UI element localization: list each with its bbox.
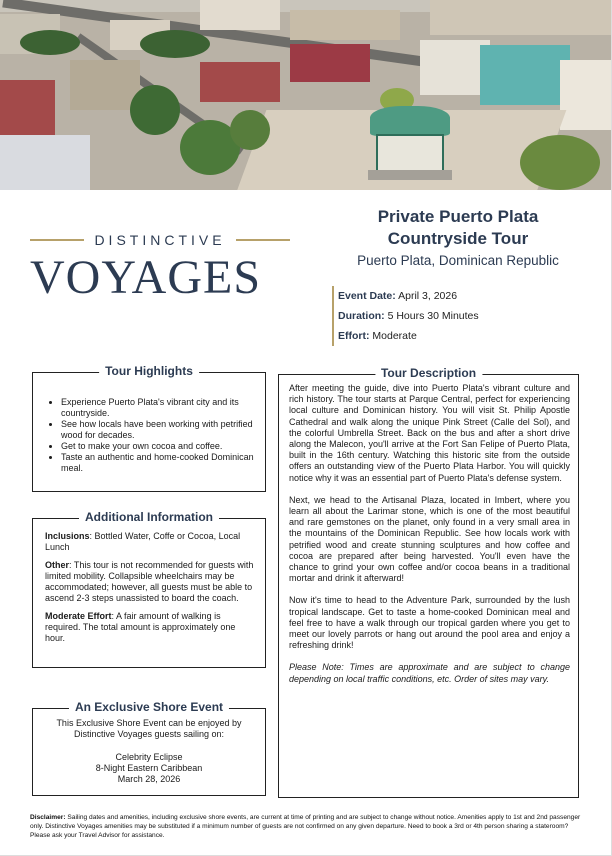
hero-tree	[20, 30, 80, 55]
hero-tree	[230, 110, 270, 150]
description-paragraph: Now it's time to head to the Adventure Park, surrounded by the lush tropical landscape. Get to taste a home-cooked Dominican meal and feel free to have a walk through our tropical garden where you get to meet our lovely parrots or hang out around the pool area and enjoy a refreshing drink!	[289, 595, 570, 651]
hero-photo	[0, 0, 612, 190]
sail-date: March 28, 2026	[117, 774, 181, 784]
page-title	[316, 206, 600, 250]
title-line-2: Countryside Tour	[387, 229, 529, 248]
event-date	[338, 286, 479, 306]
location: Puerto Plata, Dominican Republic	[357, 253, 559, 268]
duration-value: 5 Hours 30 Minutes	[387, 310, 479, 322]
inclusions	[45, 531, 255, 553]
hero-building	[0, 80, 55, 135]
description-note: Please Note: Times are approximate and are subject to change depending on local traffic conditions, etc. Order of sites may vary.	[289, 662, 570, 684]
description-box	[278, 366, 579, 798]
inclusions-label: Inclusions	[45, 531, 90, 541]
shore-intro: This Exclusive Shore Event can be enjoyed by Distinctive Voyages guests sailing on:	[56, 718, 242, 739]
hero-building	[200, 0, 280, 30]
list-item: • Experience Puerto Plata's vibrant city and its countryside.	[61, 397, 256, 419]
highlights-box	[32, 364, 266, 492]
hero-building	[0, 135, 90, 190]
moderate-effort-label: Moderate Effort	[45, 611, 112, 621]
hero-tree	[520, 135, 600, 190]
hero-building	[560, 60, 612, 130]
hero-building	[290, 44, 370, 82]
hero-building	[200, 62, 280, 102]
brand-logo	[30, 232, 290, 306]
highlights-list	[61, 397, 256, 474]
voyage-name: 8-Night Eastern Caribbean	[95, 763, 203, 773]
title-line-1: Private Puerto Plata	[377, 207, 539, 226]
event-duration	[338, 306, 479, 326]
ship-name: Celebrity Eclipse	[115, 752, 183, 762]
description-heading: Tour Description	[375, 366, 482, 380]
list-item: • Get to make your own cocoa and coffee.	[61, 441, 256, 452]
effort-info	[45, 611, 255, 644]
effort-value: Moderate	[372, 330, 417, 342]
duration-label: Duration:	[338, 310, 385, 322]
event-date-label: Event Date:	[338, 290, 396, 302]
logo-rule	[30, 239, 84, 241]
disclaimer-label: Disclaimer:	[30, 814, 66, 821]
hero-tree	[130, 85, 180, 135]
inclusions-text: : Bottled Water, Coffe or Cocoa, Local Lunch	[45, 531, 241, 552]
other-label: Other	[45, 560, 70, 570]
disclaimer: Disclaimer: Sailing dates and amenities, including exclusive shore events, are current at time of printing and are subject to change without notice. Amenities apply to 1st and 2nd passenger only. Distinctive Voyages amenities may be substituted if a minimum number of guests are not confirmed on any given departure. Need to book a 3rd or 4th person sharing a stateroom? Please ask your Travel Advisor for assistance.	[30, 814, 581, 839]
shore-heading: An Exclusive Shore Event	[69, 700, 229, 714]
shore-event-box	[32, 700, 266, 796]
logo-rule	[236, 239, 290, 241]
gazebo-base	[368, 170, 452, 180]
hero-building	[70, 60, 140, 110]
gazebo-roof	[370, 106, 450, 136]
highlights-heading: Tour Highlights	[99, 364, 199, 378]
other-info	[45, 560, 255, 604]
event-effort	[338, 326, 479, 346]
description-paragraph: After meeting the guide, dive into Puerto Plata's vibrant culture and rich history. The tour starts at Parque Central, perfect for experiencing local culture and Dominican history. You will visit St. Philip Apostle Cathedral and walk along the unique Pink Street (Calle del Sol), and the colorful Umbrella Street. Back on the bus and after a short drive along the Malecon, you'll arrive at the Fort San Felipe of Puerto Plata, built in the 16th century. Watching this historic site from the outside offers an outstanding view of the Puerto Plata Harbor. You will quickly notice why it was an essential part of Puerto Plata's defense system.	[289, 383, 570, 483]
hero-tree	[140, 30, 210, 58]
list-item: • See how locals have been working with petrified wood for decades.	[61, 419, 256, 441]
hero-building	[430, 0, 612, 35]
other-text: : This tour is not recommended for guests with limited mobility. Collapsible wheelchairs may be accommodated; however, all guests must be able to ascend 2-3 steps unassisted to board the coach.	[45, 560, 254, 603]
event-meta	[332, 286, 479, 346]
event-date-value: April 3, 2026	[398, 290, 458, 302]
description-paragraph: Next, we head to the Artisanal Plaza, located in Imbert, where you learn all about the Larimar stone, which is one of the most beautiful and rare gemstones on the planet, only found in a very small area in the mountains of the Dominican Republic. See how locals work with petrified wood and create stunning sculptures and how coffee and cocoa are prepared after being harvested. You'll even have the chance to grind your own coffee and/or cocoa beans in a traditional mortar and drink it afterward!	[289, 494, 570, 584]
list-item: • Taste an authentic and home-cooked Dominican meal.	[61, 452, 256, 474]
additional-info-box	[32, 510, 266, 668]
logo-top-text: DISTINCTIVE	[94, 232, 226, 248]
hero-building	[290, 10, 400, 40]
additional-heading: Additional Information	[79, 510, 219, 524]
hero-building	[480, 45, 570, 105]
moderate-effort-text: : A fair amount of walking is required. The total amount is approximately one hour.	[45, 611, 236, 643]
gazebo-body	[376, 134, 444, 172]
effort-label: Effort:	[338, 330, 370, 342]
logo-main-text: VOYAGES	[30, 251, 262, 304]
